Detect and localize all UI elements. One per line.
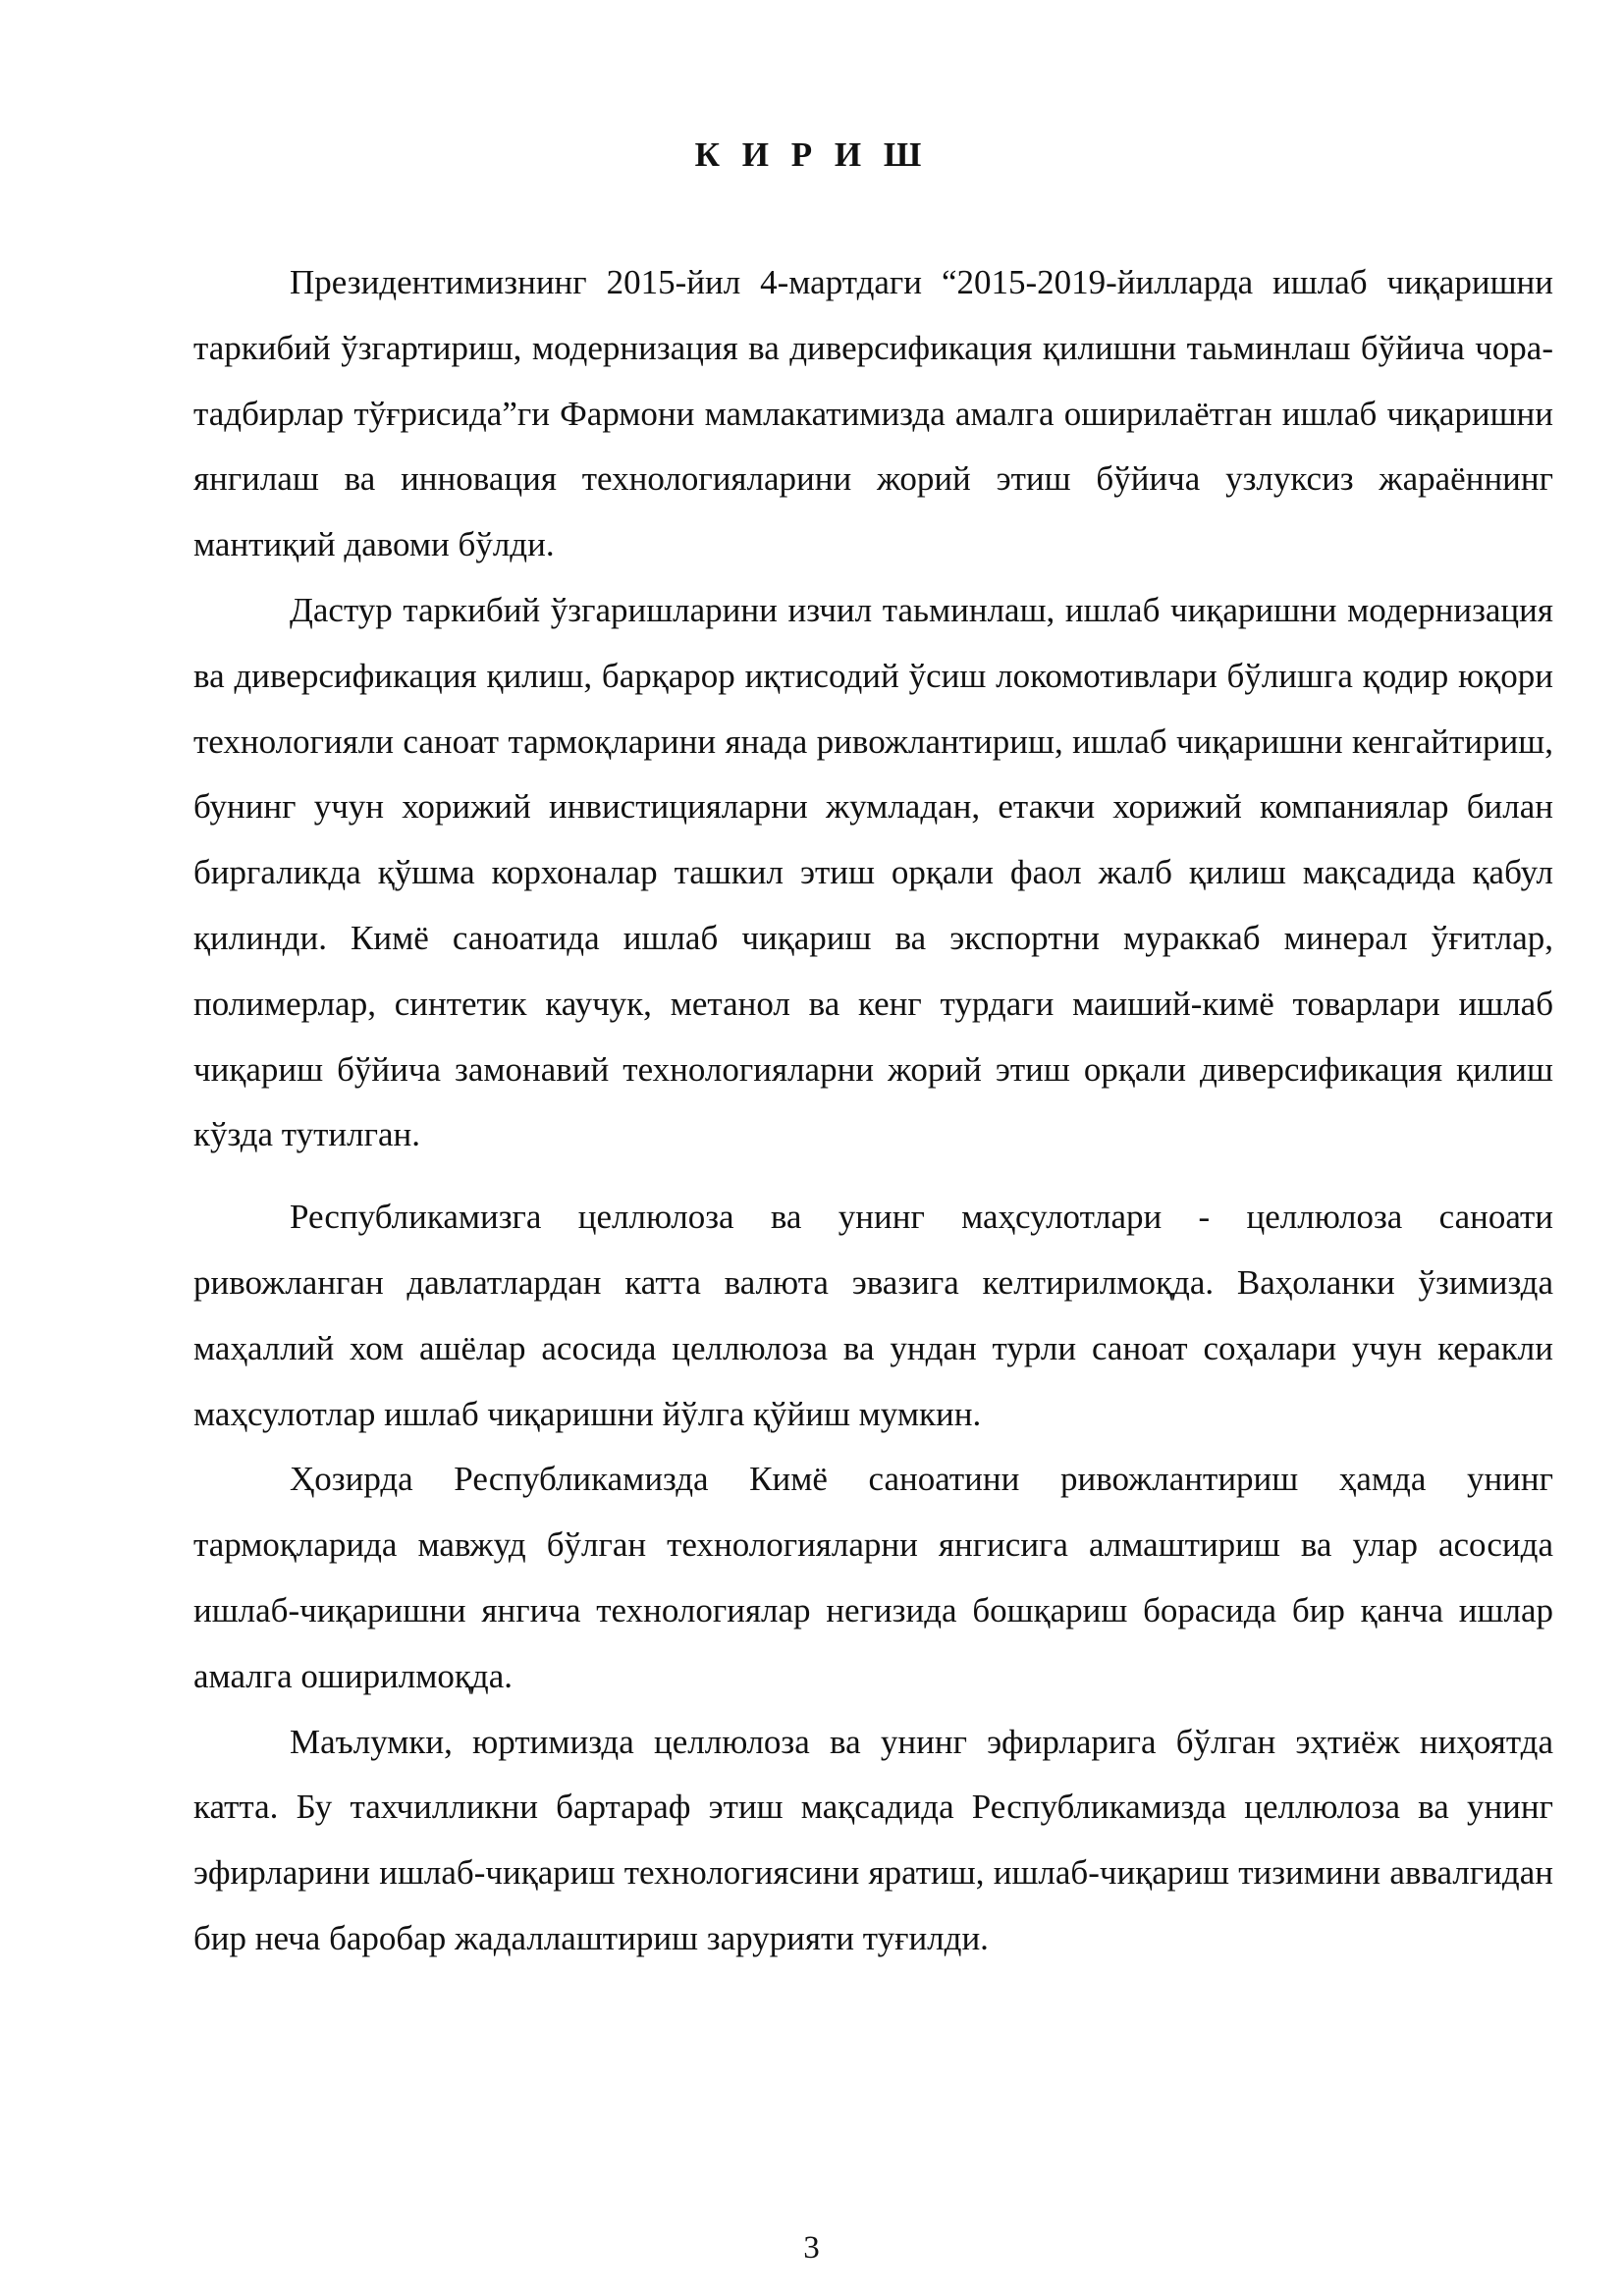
section-heading: К И Р И Ш — [694, 135, 929, 174]
page-number: 3 — [803, 2230, 820, 2266]
paragraph-3: Республикамизга целлюлоза ва унинг маҳсулотлари - целлюлоза саноати ривожланган давлатлардан катта валюта эвазига келтирилмоқда. Ваҳоланки ўзимизда маҳаллий хом ашёлар асосида целлюлоза ва ундан турли саноат соҳалари учун керакли маҳсулотлар ишлаб чиқаришни йўлга қўйиш мумкин. — [193, 1198, 1553, 1433]
paragraph-2: Дастур таркибий ўзгаришларини изчил таьминлаш, ишлаб чиқаришни модернизация ва диверсификация қилиш, барқарор иқтисодий ўсиш локомотивлари бўлишга қодир юқори технологияли саноат тармоқларини янада ривожлантириш, ишлаб чиқаришни кенгайтириш, бунинг учун хорижий инвистицияларни жумладан, етакчи хорижий компаниялар билан биргаликда қўшма корхоналар ташкил этиш орқали фаол жалб қилиш мақсадида қабул қилинди. Кимё саноатида ишлаб чиқариш ва экспортни мураккаб минерал ўғитлар, полимерлар, синтетик каучук, метанол ва кенг турдаги маиший-кимё товарлари ишлаб чиқариш бўйича замонавий технологияларни жорий этиш орқали диверсификация қилиш кўзда тутилган. — [193, 590, 1553, 1154]
body-text — [193, 250, 1553, 1972]
paragraph-1: Президентимизнинг 2015-йил 4-мартдаги “2015-2019-йилларда ишлаб чиқаришни таркибий ўзгартириш, модернизация ва диверсификация қилишни таьминлаш бўйича чора-тадбирлар тўғрисида”ги Фармони мамлакатимизда амалга оширилаётган ишлаб чиқаришни янгилаш ва инновация технологияларини жорий этиш бўйича узлуксиз жараённинг мантиқий давоми бўлди. — [193, 263, 1553, 564]
paragraph-4: Ҳозирда Республикамизда Кимё саноатини ривожлантириш ҳамда унинг тармоқларида мавжуд бўлган технологияларни янгисига алмаштириш ва улар асосида ишлаб-чиқаришни янгича технологиялар негизида бошқариш борасида бир қанча ишлар амалга оширилмоқда. — [193, 1460, 1553, 1695]
paragraph-5: Маълумки, юртимизда целлюлоза ва унинг эфирларига бўлган эҳтиёж ниҳоятда катта. Бу тахчилликни бартараф этиш мақсадида Республикамизда целлюлоза ва унинг эфирларини ишлаб-чиқариш технологиясини яратиш, ишлаб-чиқариш тизимини аввалгидан бир неча баробар жадаллаштириш зарурияти туғилди. — [193, 1722, 1553, 1957]
paragraph-spacer — [193, 1168, 1553, 1185]
